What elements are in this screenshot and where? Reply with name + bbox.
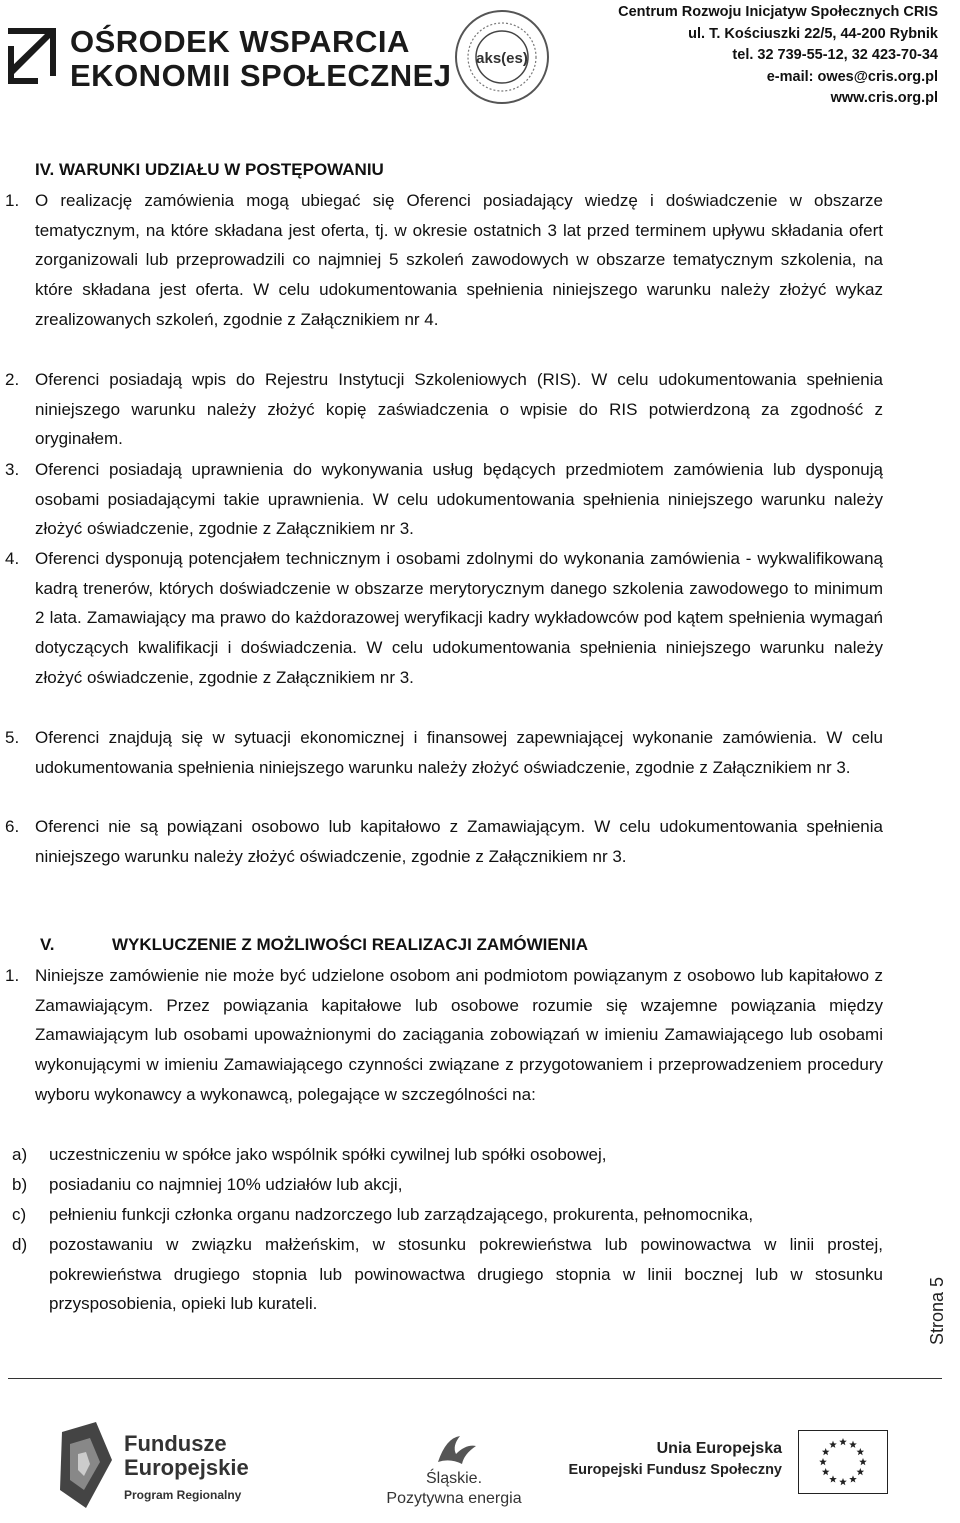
item-text: Oferenci posiadają uprawnienia do wykonywania usług będących przedmiotem zamówienia lub dysponują osobami posiadającymi takie uprawnienia. W celu udokumentowania spełnienia niniejszego warunku należy złożyć oświadczenie, zgodnie z Załącznikiem nr 3. bbox=[35, 460, 883, 539]
eu-star-icon bbox=[829, 1441, 837, 1448]
eu-star-icon bbox=[819, 1458, 827, 1465]
eu-star-icon bbox=[857, 1468, 865, 1475]
item-text: O realizację zamówienia mogą ubiegać się Oferenci posiadający wiedzę i doświadczenie w obszarze tematycznym, na które składana jest oferta, tj. w okresie ostatnich 3 lat przed terminem upływu składania ofert zorganizowali lub przeprowadzili co najmniej 5 szkoleń zawodowych w obszarze tematycznym szkolenia, na które składana jest oferta. W celu udokumentowania spełnienia niniejszego warunku należy złożyć wykaz zrealizowanych szkoleń, zgodnie z Załącznikiem nr 4. bbox=[35, 191, 883, 329]
eu-subtitle: Europejski Fundusz Społeczny bbox=[568, 1462, 782, 1478]
seal-text: aks(es) bbox=[476, 50, 528, 67]
item-number: 3. bbox=[5, 460, 20, 479]
page-number-label bbox=[927, 1265, 960, 1345]
contact-www[interactable]: www.cris.org.pl bbox=[830, 90, 938, 106]
section-5-title: WYKLUCZENIE Z MOŻLIWOŚCI REALIZACJI ZAMÓWIENIA bbox=[112, 935, 588, 954]
eu-flag-icon bbox=[798, 1430, 888, 1494]
eu-star-icon bbox=[849, 1441, 857, 1448]
eu-star-icon bbox=[829, 1475, 837, 1482]
page-number-text: Strona 5 bbox=[927, 1276, 947, 1345]
subitem-text: pełnieniu funkcji członka organu nadzorczego lub zarządzającego, prokurenta, pełnomocnika, bbox=[49, 1205, 754, 1224]
contact-org: Centrum Rozwoju Inicjatyw Społecznych CRIS bbox=[618, 4, 938, 20]
item-text: Oferenci dysponują potencjałem technicznym i osobami zdolnymi do wykonania zamówienia - wykwalifikowaną kadrą trenerów, których doświadczenie w obszarze merytorycznym danego szkolenia zawodowego to minimum 2 lata. Zamawiający ma prawo do każdorazowej weryfikacji kadry wykładowców pod kątem spełnienia wymagań dotyczących kwalifikacji i doświadczenia. W celu udokumentowania spełnienia niniejszego warunku należy złożyć oświadczenie, zgodnie z Załącznikiem nr 3. bbox=[35, 549, 883, 687]
item-text: Niniejsze zamówienie nie może być udzielone osobom ani podmiotom powiązanym z osobowo lub kapitałowo z Zamawiającym. Przez powiązania kapitałowe lub osobowe rozumie się wzajemne powiązania między Zamawiającym lub osobami upoważnionymi do zaciągania zobowiązań w imieniu Zamawiającego lub osobami wykonującymi w imieniu Zamawiającego czynności związane z przygotowaniem i przeprowadzeniem procedury wyboru wykonawcy a wykonawcą, polegające w szczególności na: bbox=[35, 966, 883, 1104]
item-number: 1. bbox=[5, 966, 20, 985]
slaskie-bird-icon bbox=[380, 1432, 528, 1470]
item-text: Oferenci nie są powiązani osobowo lub kapitałowo z Zamawiającym. W celu udokumentowania spełnienia niniejszego warunku należy złożyć oświadczenie, zgodnie z Załącznikiem nr 3. bbox=[35, 817, 883, 866]
slaskie-tagline: Pozytywna energia bbox=[386, 1490, 522, 1507]
item-number: 2. bbox=[5, 370, 20, 389]
subitem-letter: b) bbox=[12, 1175, 28, 1194]
eu-star-icon bbox=[857, 1448, 865, 1455]
fe-stars-icon bbox=[56, 1420, 118, 1512]
fundusze-europejskie-logo bbox=[56, 1420, 316, 1512]
contact-phone: tel. 32 739-55-12, 32 423-70-34 bbox=[732, 47, 938, 63]
page-header bbox=[0, 0, 960, 110]
subitem-letter: d) bbox=[12, 1235, 28, 1254]
eu-star-icon bbox=[859, 1458, 867, 1465]
footer-divider bbox=[8, 1378, 942, 1379]
subitem-letter: a) bbox=[12, 1145, 28, 1164]
eu-title: Unia Europejska bbox=[656, 1440, 782, 1457]
subitem-text: posiadaniu co najmniej 10% udziałów lub akcji, bbox=[49, 1175, 403, 1194]
slaskie-logo bbox=[380, 1432, 528, 1522]
owes-logo-line1: OŚRODEK WSPARCIA bbox=[70, 24, 410, 59]
item-number: 5. bbox=[5, 728, 20, 747]
owes-logo-line2: EKONOMII SPOŁECZNEJ bbox=[70, 58, 452, 93]
section-5-number: V. bbox=[40, 935, 55, 954]
subitem-text: pozostawaniu w związku małżeńskim, w stosunku pokrewieństwa lub powinowactwa w linii prostej, pokrewieństwa drugiego stopnia lub powinowactwa drugiego stopnia w linii bocznej lub w stosunku przysposobienia, opieki lub kurateli. bbox=[49, 1235, 883, 1314]
item-number: 1. bbox=[5, 191, 20, 210]
eu-star-icon bbox=[839, 1478, 847, 1485]
contact-address: ul. T. Kościuszki 22/5, 44-200 Rybnik bbox=[688, 25, 938, 42]
item-number: 4. bbox=[5, 549, 20, 568]
eu-star-icon bbox=[849, 1475, 857, 1482]
fe-line1: Fundusze bbox=[124, 1431, 227, 1456]
subitem-text: uczestniczeniu w spółce jako wspólnik spółki cywilnej lub spółki osobowej, bbox=[49, 1145, 607, 1164]
aks-es-seal-icon bbox=[448, 8, 556, 106]
subitem-letter: c) bbox=[12, 1205, 27, 1224]
contact-block bbox=[618, 2, 938, 110]
contact-email[interactable]: e-mail: owes@cris.org.pl bbox=[766, 68, 938, 85]
slaskie-name: Śląskie. bbox=[425, 1470, 483, 1487]
item-text: Oferenci znajdują się w sytuacji ekonomicznej i finansowej zapewniającej wykonanie zamówienia. W celu udokumentowania spełnienia niniejszego warunku należy złożyć oświadczenie, zgodnie z Załącznikiem nr 3. bbox=[35, 728, 883, 777]
fe-subtitle: Program Regionalny bbox=[124, 1488, 242, 1502]
section-4-title: IV. WARUNKI UDZIAŁU W POSTĘPOWANIU bbox=[35, 160, 384, 179]
owes-arrow-icon bbox=[6, 26, 58, 86]
eu-logo bbox=[568, 1430, 910, 1510]
item-text: Oferenci posiadają wpis do Rejestru Instytucji Szkoleniowych (RIS). W celu udokumentowania spełnienia niniejszego warunku należy złożyć kopię zaświadczenia o wpisie do RIS potwierdzoną za zgodność z oryginałem. bbox=[35, 370, 883, 449]
eu-star-icon bbox=[822, 1468, 830, 1475]
fe-title bbox=[124, 1432, 249, 1480]
eu-star-icon bbox=[822, 1448, 830, 1455]
item-number: 6. bbox=[5, 817, 20, 836]
owes-logo bbox=[6, 22, 452, 94]
eu-star-icon bbox=[839, 1438, 847, 1445]
fe-line2: Europejskie bbox=[124, 1455, 249, 1480]
